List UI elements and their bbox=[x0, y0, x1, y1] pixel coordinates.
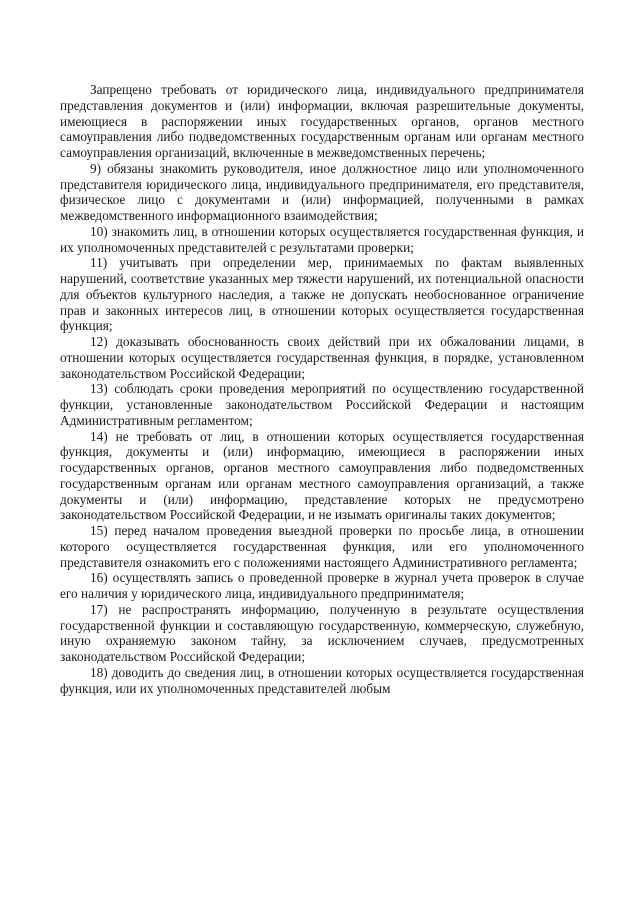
paragraph-item-10: 10) знакомить лиц, в отношении которых осуществляется государственная функция, и их уполномоченных представителей с результатами проверки; bbox=[60, 223, 584, 255]
paragraph-item-15: 15) перед началом проведения выездной проверки по просьбе лица, в отношении которого осуществляется государственная функция, или его уполномоченного представителя ознакомить его с положениями настоящего Административного регламента; bbox=[60, 523, 584, 570]
paragraph-item-12: 12) доказывать обоснованность своих действий при их обжаловании лицами, в отношении которых осуществляется государственная функция, в порядке, установленном законодательством Российской Федерации; bbox=[60, 334, 584, 381]
paragraph-item-11: 11) учитывать при определении мер, принимаемых по фактам выявленных нарушений, соответствие указанных мер тяжести нарушений, их потенциальной опасности для объектов культурного наследия, а также не допускать необоснованное ограничение прав и законных интересов лиц, в отношении которых осуществляется государственная функция; bbox=[60, 255, 584, 334]
paragraph-item-13: 13) соблюдать сроки проведения мероприятий по осуществлению государственной функции, установленные законодательством Российской Федерации и настоящим Административным регламентом; bbox=[60, 381, 584, 428]
paragraph-item-16: 16) осуществлять запись о проведенной проверке в журнал учета проверок в случае его наличия у юридического лица, индивидуального предпринимателя; bbox=[60, 570, 584, 601]
paragraph-item-18: 18) доводить до сведения лиц, в отношении которых осуществляется государственная функция, или их уполномоченных представителей любым bbox=[60, 664, 584, 696]
paragraph-item-9: 9) обязаны знакомить руководителя, иное должностное лицо или уполномоченного представителя юридического лица, индивидуального предпринимателя, его представителя, физическое лицо с документами и (или) информацией, полученными в рамках межведомственного информационного взаимодействия; bbox=[60, 160, 584, 223]
paragraph-item-14: 14) не требовать от лиц, в отношении которых осуществляется государственная функция, документы и (или) информацию, имеющиеся в распоряжении иных государственных органов, органов местного самоуправления либо подведомственных государственным органам или органам местного самоуправления организаций, а также документы и (или) информацию, представление которых не предусмотрено законодательством Российской Федерации, и не изымать оригиналы таких документов; bbox=[60, 428, 584, 523]
paragraph-item-17: 17) не распространять информацию, полученную в результате осуществления государственной функции и составляющую государственную, коммерческую, служебную, иную охраняемую законом тайну, за исключением случаев, предусмотренных законодательством Российской Федерации; bbox=[60, 601, 584, 664]
paragraph-prohibition: Запрещено требовать от юридического лица, индивидуального предпринимателя представления документов и (или) информации, включая разрешительные документы, имеющиеся в распоряжении иных государственных органов, органов местного самоуправления либо подведомственных государственным органам или органам местного самоуправления организаций, включенные в межведомственных перечень; bbox=[60, 82, 584, 160]
document-page bbox=[60, 82, 584, 696]
